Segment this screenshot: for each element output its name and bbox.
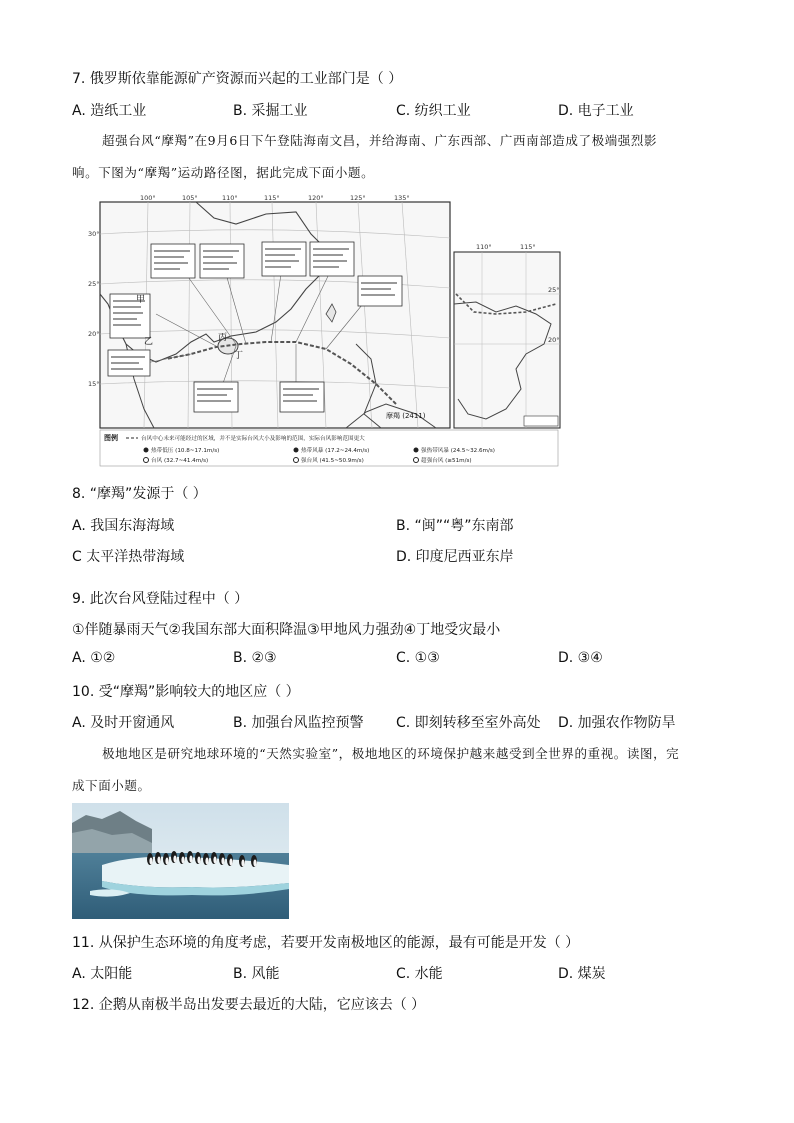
lon-label-110: 110° [222,194,238,202]
inset-map-frame [454,252,560,428]
lon-label-105: 105° [182,194,198,202]
legend-title: 图例 [104,434,118,442]
legend-item-super-ty: 超强台风 (≥51m/s) [421,458,472,464]
q7-stem: 7. 俄罗斯依靠能源矿产资源而兴起的工业部门是（ ） [72,71,403,87]
legend-item-ts: 热带风暴 (17.2~24.4m/s) [301,448,370,454]
intro-typhoon-line1: 超强台风“摩羯”在9月6日下午登陆海南文昌，并给海南、广东西部、广西南部造成了极端强烈影 [102,133,658,148]
q8-option-d: D. 印度尼西亚东岸 [396,549,514,565]
legend-item-td: 热带低压 (10.8~17.1m/s) [151,448,220,454]
q10-option-b: B. 加强台风监控预警 [233,715,364,731]
lon-label-100: 100° [140,194,156,202]
q11-stem: 11. 从保护生态环境的角度考虑，若要开发南极地区的能源，最有可能是开发（ ） [72,935,580,951]
intro-polar-line2: 成下面小题。 [72,778,151,793]
legend-item-ty: 台风 (32.7~41.4m/s) [151,458,209,464]
lat-label-20: 20° [88,330,100,338]
q9-option-d: D. ③④ [558,650,603,666]
q10-option-c: C. 即刻转移至室外高处 [396,715,541,731]
inset-lat-label-25: 25° [548,286,560,294]
lon-label-135: 135° [394,194,410,202]
q11-option-b: B. 风能 [233,966,280,982]
q7-option-d: D. 电子工业 [558,103,634,119]
legend-item-sty: 强台风 (41.5~50.9m/s) [301,458,364,464]
place-label-ding: 丁 [234,351,244,361]
legend-item-note: 台风中心未来可能经过的区域，并不是实际台风大小及影响的范围，实际台风影响范围更大 [141,436,365,442]
place-label-bing: 丙 [218,333,228,343]
lat-label-25: 25° [88,280,100,288]
q9-option-b: B. ②③ [233,650,277,666]
q9-option-c: C. ①③ [396,650,440,666]
inset-lon-label-115: 115° [520,243,536,251]
inset-lat-label-20: 20° [548,336,560,344]
q9-option-a: A. ①② [72,650,116,666]
q8-stem: 8. “摩羯”发源于（ ） [72,486,207,502]
inset-lon-label-110: 110° [476,243,492,251]
q11-option-c: C. 水能 [396,966,443,982]
place-label-yi: 乙 [144,337,154,347]
q8-option-b: B. “闽”“粤”东南部 [396,518,514,534]
q10-option-a: A. 及时开窗通风 [72,715,175,731]
legend-item-sts: 强热带风暴 (24.5~32.6m/s) [421,448,495,454]
q9-stem: 9. 此次台风登陆过程中（ ） [72,591,249,607]
q7-option-b: B. 采掘工业 [233,103,308,119]
q10-stem: 10. 受“摩羯”影响较大的地区应（ ） [72,684,300,700]
inset-label-box [524,416,558,426]
lat-label-30: 30° [88,230,100,238]
q7-option-c: C. 纺织工业 [396,103,471,119]
lat-label-15: 15° [88,380,100,388]
lon-label-115: 115° [264,194,280,202]
place-label-jia: 甲 [136,295,146,305]
q8-option-c: C 太平洋热带海域 [72,549,185,565]
penguins-on-ice-photo [72,803,289,919]
q12-stem: 12. 企鹅从南极半岛出发要去最近的大陆，它应该去（ ） [72,997,426,1013]
lon-label-120: 120° [308,194,324,202]
map-legend [100,430,558,466]
q8-option-a: A. 我国东海海域 [72,518,175,534]
typhoon-name-label: 摩羯 (2411) [386,412,426,420]
q10-option-d: D. 加强农作物防旱 [558,715,676,731]
intro-typhoon-line2: 响。下图为“摩羯”运动路径图，据此完成下面小题。 [72,165,375,180]
lon-label-125: 125° [350,194,366,202]
q9-statements: ①伴随暴雨天气②我国东部大面积降温③甲地风力强劲④丁地受灾最小 [72,622,501,638]
q7-option-a: A. 造纸工业 [72,103,147,119]
typhoon-track-map [88,194,562,468]
q11-option-d: D. 煤炭 [558,966,606,982]
q11-option-a: A. 太阳能 [72,966,133,982]
intro-polar-line1: 极地地区是研究地球环境的“天然实验室”，极地地区的环境保护越来越受到全世界的重视。读图，完 [102,746,680,761]
